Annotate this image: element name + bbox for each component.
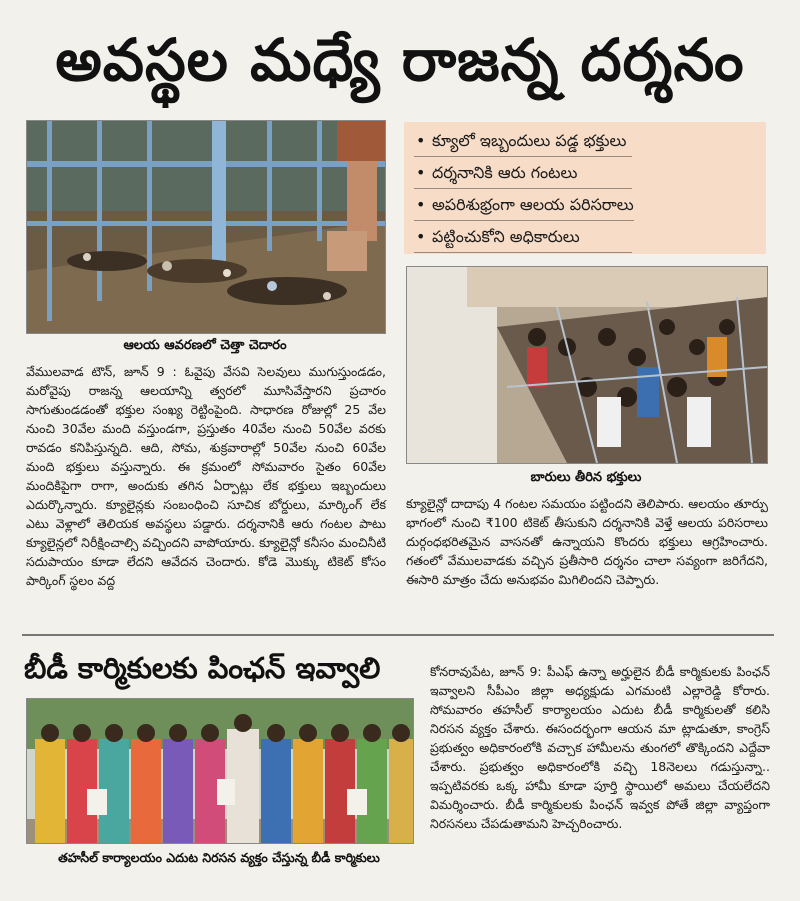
story1-left-text: వేములవాడ టౌన్, జూన్ 9 : ఓవైపు వేసవి సెలవులు ముగుస్తుండడం, మరోవైపు రాజన్న ఆలయాన్ని త్వరలో మూసివేస్తారని ప్రచారం సాగుతుండడంతో భక్తుల సంఖ్య రెట్టింపైంది. సాధారణ రోజుల్లో 25 వేల నుంచి 30వేల మంది వస్తుండగా, ప్రస్తుతం 40వేల నుంచి 50వేల వరకు రావడం కనిపిస్తున్నది. ఆది, సోమ, శుక్రవారాల్లో 50వేల నుంచి 60వేల మంది భక్తులు వస్తున్నారు. ఈ క్రమంలో సోమవారం సైతం 60వేల మందికిపైగా రాగా, అందుకు తగిన ఏర్పాట్లు లేక భక్తులు ఇబ్బందులు ఎదుర్కొన్నారు. క్యూలైన్లకు సంబంధించి సూచిక బోర్డులు, మార్కింగ్ లేక ఎటు వెళ్లాలో తెలియక అవస్థలు పడ్డారు. దర్శనానికి ఆరు గంటల పాటు క్యూలైన్లలో నిరీక్షించాల్సి వచ్చిందని వాపోయారు. క్యూలైన్లో కనీసం మంచినీటి సదుపాయం కూడా లేదని ఆవేదన చెందారు. కోడె మొక్కు టికెట్ కోసం పార్కింగ్ స్థలం వద్ద [26,364,386,588]
protest-photo [26,698,414,844]
story1-right-text: క్యూలైన్లో దాదాపు 4 గంటల సమయం పట్టిందని తెలిపారు. ఆలయం తూర్పు భాగంలో నుంచి ₹100 టికెట్ తీసుకుని దర్శనానికి వెళ్తే ఆలయ పరిసరాలు దుర్గంధభరితమైన వాసనతో ఉన్నాయని కొందరు భక్తులు ఆగ్రహించారు. గతంలో వేములవాడకు వచ్చిన ప్రతీసారి దర్శనం చాలా సవ్యంగా జరిగేదని, ఈసారి మాత్రం చేదు అనుభవం మిగిలిందని చెప్పారు. [406,496,768,587]
garbage-photo-caption: ఆలయ ఆవరణలో చెత్తా చెదారం [123,338,287,353]
highlight-item: • పట్టించుకోని అధికారులు [414,222,632,253]
garbage-photo [26,120,386,334]
story2-text: కోనరావుపేట, జూన్ 9: పీఎఫ్ ఉన్నా అర్హులైన బీడీ కార్మికులకు పింఛన్ ఇవ్వాలని సీపీఎం జిల్లా అధ్యక్షుడు ఎగమంటి ఎల్లారెడ్డి కోరారు. సోమవారం తహసీల్ కార్యాలయం ఎదుట బీడీ కార్మికులతో కలిసి నిరసన వ్యక్తం చేశారు. ఈసందర్భంగా ఆయన మా ట్లాడుతూ, కాంగ్రెస్ ప్రభుత్వం అధికారంలోకి వచ్చాక హామీలను తుంగలో తొక్కిందని ఎద్దేవా చేశారు. ప్రభుత్వం అధికారంలోకి వచ్చి 18నెలలు గడుస్తున్నా.. ఇప్పటివరకు ఒక్క హామీ కూడా పూర్తి స్థాయిలో అమలు చేయలేదని విమర్శించారు. బీడీ కార్మికులకు పింఛన్ ఇవ్వక పోతే జిల్లా వ్యాప్తంగా నిరసనలు చేపడుతామని హెచ్చరించారు. [430,664,770,831]
highlights-box [404,122,766,254]
queue-photo-caption: బారులు తీరిన భక్తులు [530,470,642,485]
highlight-item: • అపరిశుభ్రంగా ఆలయ పరిసరాలు [414,190,634,221]
highlight-item: • దర్శనానికి ఆరు గంటలు [414,158,632,189]
queue-photo [406,266,768,464]
highlight-item: • క్యూలో ఇబ్బందులు పడ్డ భక్తులు [414,126,632,157]
protest-photo-caption: తహసీల్ కార్యాలయం ఎదుట నిరసన వ్యక్తం చేస్తున్న బీడీ కార్మికులు [58,850,380,865]
main-headline: అవస్థల మధ్యే రాజన్న దర్శనం [55,26,745,94]
sub-headline: బీడీ కార్మికులకు పింఛన్ ఇవ్వాలి [24,651,381,685]
section-divider [22,634,774,636]
